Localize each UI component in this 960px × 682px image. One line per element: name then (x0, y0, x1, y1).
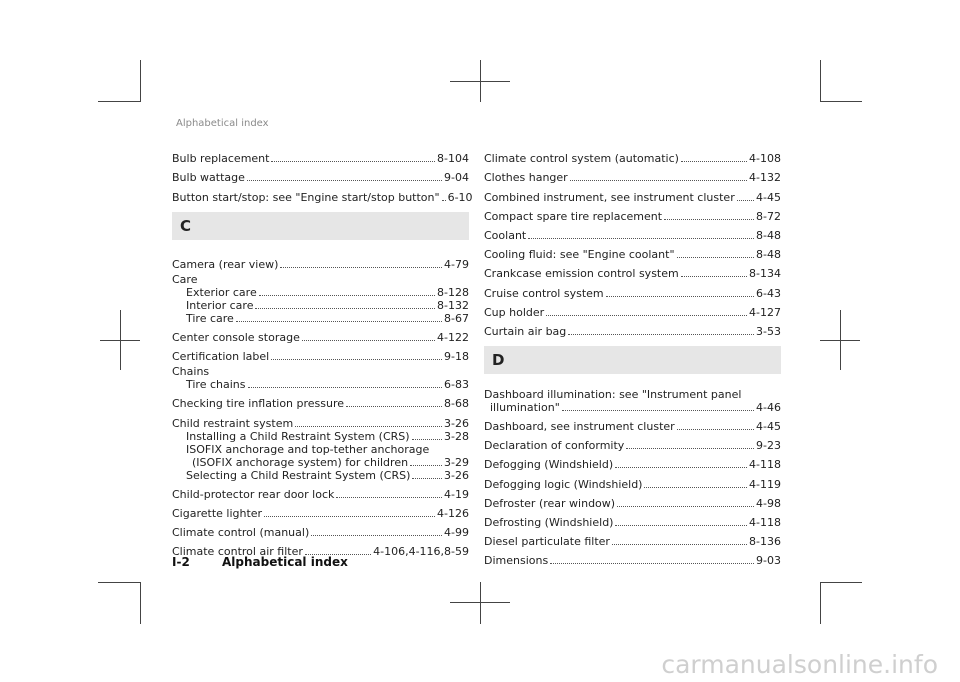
entry-text: Care (172, 272, 198, 286)
entry-text: Cooling fluid: see "Engine coolant" (484, 248, 675, 262)
leader-dots (236, 321, 442, 322)
index-entry (172, 378, 469, 391)
leader-dots (606, 296, 754, 297)
index-entry (484, 548, 781, 567)
leader-dots (264, 516, 435, 517)
page-reference: 4-45 (756, 190, 781, 204)
page-reference: 4-126 (437, 506, 469, 520)
index-column-right (484, 146, 781, 567)
page-reference: 8-67 (444, 311, 469, 325)
entry-text: Certification label (172, 350, 270, 364)
leader-dots (617, 506, 754, 507)
page-reference: 6-10 (447, 190, 473, 204)
index-entry (172, 312, 469, 325)
page-reference: 8-132 (437, 298, 469, 312)
page-reference: 6-43 (756, 286, 781, 300)
leader-dots (346, 406, 442, 407)
entry-text: Diesel particulate filter (484, 535, 610, 549)
leader-dots (737, 200, 754, 201)
leader-dots (302, 340, 435, 341)
leader-dots (546, 315, 747, 316)
entry-text: Installing a Child Restraint System (CRS) (186, 429, 410, 443)
entry-text: Child-protector rear door lock (172, 487, 335, 501)
page-reference: 4-118 (749, 516, 781, 529)
index-column-left (172, 146, 473, 559)
index-entry (172, 482, 469, 501)
entry-text: Cruise control system (484, 286, 604, 300)
index-entry (172, 410, 469, 429)
entry-text: Clothes hanger (484, 171, 568, 185)
index-entry (484, 491, 781, 510)
index-entry (172, 363, 469, 378)
page-reference: 4-19 (444, 487, 469, 501)
page-reference: 3-26 (444, 468, 469, 482)
entry-text: Button start/stop: see "Engine start/stop button" (172, 190, 440, 204)
index-entry (484, 401, 781, 414)
entry-text: Dashboard, see instrument cluster (484, 420, 675, 434)
page-reference: 4-106,4-116,8-59 (373, 545, 469, 559)
leader-dots (568, 334, 754, 335)
entry-text: Chains (172, 365, 210, 379)
page-reference: 6-83 (444, 378, 469, 392)
leader-dots (412, 478, 442, 479)
index-entry (484, 386, 781, 401)
entry-text: Defrosting (Windshield) (484, 516, 614, 529)
index-entry (172, 469, 469, 482)
entry-text: Defroster (rear window) (484, 496, 616, 510)
page-reference: 8-104 (437, 152, 469, 166)
page-reference: 8-72 (756, 209, 781, 223)
entry-text: (ISOFIX anchorage system) for children (192, 455, 409, 469)
section-letter: D (484, 346, 781, 374)
entry-text: Tire care (186, 311, 234, 325)
leader-dots (442, 200, 446, 201)
footer-title: Alphabetical index (222, 555, 348, 569)
entry-text: Center console storage (172, 330, 300, 344)
entry-text: Child restraint system (172, 416, 294, 430)
index-entry (172, 325, 469, 344)
page-reference: 4-79 (444, 257, 469, 271)
index-entry (172, 184, 473, 204)
page-reference: 8-48 (756, 248, 781, 262)
entry-text: Exterior care (186, 285, 257, 299)
entry-text: Defogging (Windshield) (484, 458, 614, 472)
index-entry (484, 471, 781, 490)
entry-text: Climate control (manual) (172, 526, 310, 540)
section-letter: C (172, 212, 469, 240)
entry-text: Combined instrument, see instrument cluster (484, 190, 735, 204)
index-entry (172, 146, 469, 165)
index-entry (484, 300, 781, 319)
page-reference: 4-99 (444, 526, 469, 540)
leader-dots (271, 359, 442, 360)
entry-text: Declaration of conformity (484, 439, 625, 453)
index-entry (484, 204, 781, 223)
page-reference: 8-128 (437, 285, 469, 299)
index-entry (172, 344, 469, 363)
entry-text: Defogging logic (Windshield) (484, 477, 643, 491)
entry-text: Compact spare tire replacement (484, 209, 663, 223)
index-entry (484, 433, 781, 452)
page-reference: 3-29 (444, 455, 469, 469)
leader-dots (255, 308, 435, 309)
page-reference: 8-136 (749, 535, 781, 549)
entry-text: Interior care (186, 298, 254, 312)
index-entry (484, 319, 781, 338)
entry-text: Camera (rear view) (172, 257, 279, 271)
index-entry (172, 520, 469, 539)
page-reference: 3-28 (444, 429, 469, 443)
leader-dots (412, 439, 442, 440)
leader-dots (528, 238, 754, 239)
entry-text: Cigarette lighter (172, 506, 263, 520)
entry-text: Climate control air filter (172, 545, 303, 559)
index-entry (484, 223, 781, 242)
page-reference: 4-98 (756, 496, 781, 510)
index-entry (484, 184, 781, 203)
page-reference: 4-122 (437, 330, 469, 344)
entry-text: ISOFIX anchorage and top-tether anchorage (186, 442, 430, 456)
index-entry (484, 146, 781, 165)
page-reference: 8-48 (756, 228, 781, 242)
page-reference: 4-45 (756, 420, 781, 434)
leader-dots (295, 426, 442, 427)
leader-dots (247, 180, 442, 181)
leader-dots (677, 429, 754, 430)
entry-text: Crankcase emission control system (484, 267, 679, 281)
entry-text: Selecting a Child Restraint System (CRS) (186, 468, 411, 482)
leader-dots (664, 219, 754, 220)
page-reference: 8-68 (444, 397, 469, 411)
leader-dots (626, 448, 754, 449)
leader-dots (280, 267, 442, 268)
page-reference: 4-108 (749, 152, 781, 166)
index-entry (172, 165, 469, 184)
page-reference: 3-26 (444, 416, 469, 430)
entry-text: Cup holder (484, 305, 545, 319)
index-entry (484, 165, 781, 184)
entry-text: Dashboard illumination: see "Instrument panel (484, 387, 742, 401)
page-number: I-2 (172, 555, 190, 569)
entry-text: Dimensions (484, 554, 549, 568)
entry-text: Checking tire inflation pressure (172, 397, 345, 411)
watermark: carmanualsonline.info (661, 650, 938, 679)
index-entry (172, 252, 469, 271)
leader-dots (271, 161, 435, 162)
entry-text: illumination" (490, 400, 560, 414)
page-reference: 9-04 (444, 171, 469, 185)
entry-text: Bulb replacement (172, 152, 270, 166)
index-entry (484, 242, 781, 261)
entry-text: Tire chains (186, 378, 246, 392)
leader-dots (681, 161, 747, 162)
index-entry (172, 286, 469, 299)
page-reference: 9-18 (444, 350, 469, 364)
entry-text: Curtain air bag (484, 324, 567, 338)
entry-text: Bulb wattage (172, 171, 245, 185)
page-reference: 9-23 (756, 439, 781, 453)
leader-dots (570, 180, 747, 181)
index-entry (172, 391, 469, 410)
page-reference: 8-134 (749, 267, 781, 281)
page-reference: 9-03 (756, 554, 781, 568)
leader-dots (248, 387, 443, 388)
leader-dots (562, 410, 754, 411)
index-entry (172, 299, 469, 312)
leader-dots (612, 544, 747, 545)
leader-dots (410, 465, 442, 466)
page-reference: 4-46 (756, 400, 781, 414)
leader-dots (550, 563, 754, 564)
page-reference: 4-132 (749, 171, 781, 185)
page-reference: 4-119 (749, 477, 781, 491)
entry-text: Climate control system (automatic) (484, 152, 679, 166)
index-entry (172, 271, 469, 286)
page-reference: 4-127 (749, 305, 781, 319)
leader-dots (336, 497, 442, 498)
index-entry (484, 510, 781, 529)
leader-dots (644, 487, 747, 488)
index-entry (172, 430, 469, 443)
leader-dots (677, 257, 755, 258)
leader-dots (311, 535, 442, 536)
index-entry (172, 456, 469, 469)
leader-dots (681, 276, 747, 277)
leader-dots (615, 525, 747, 526)
index-entry (484, 280, 781, 299)
index-entry (484, 414, 781, 433)
index-entry (484, 452, 781, 471)
index-entry (484, 529, 781, 548)
index-entry (172, 501, 469, 520)
leader-dots (259, 295, 435, 296)
running-header: Alphabetical index (176, 118, 269, 129)
index-entry (172, 443, 469, 456)
index-entry (484, 261, 781, 280)
page-reference: 3-53 (756, 324, 781, 338)
entry-text: Coolant (484, 228, 527, 242)
leader-dots (615, 467, 747, 468)
page-reference: 4-118 (749, 458, 781, 472)
